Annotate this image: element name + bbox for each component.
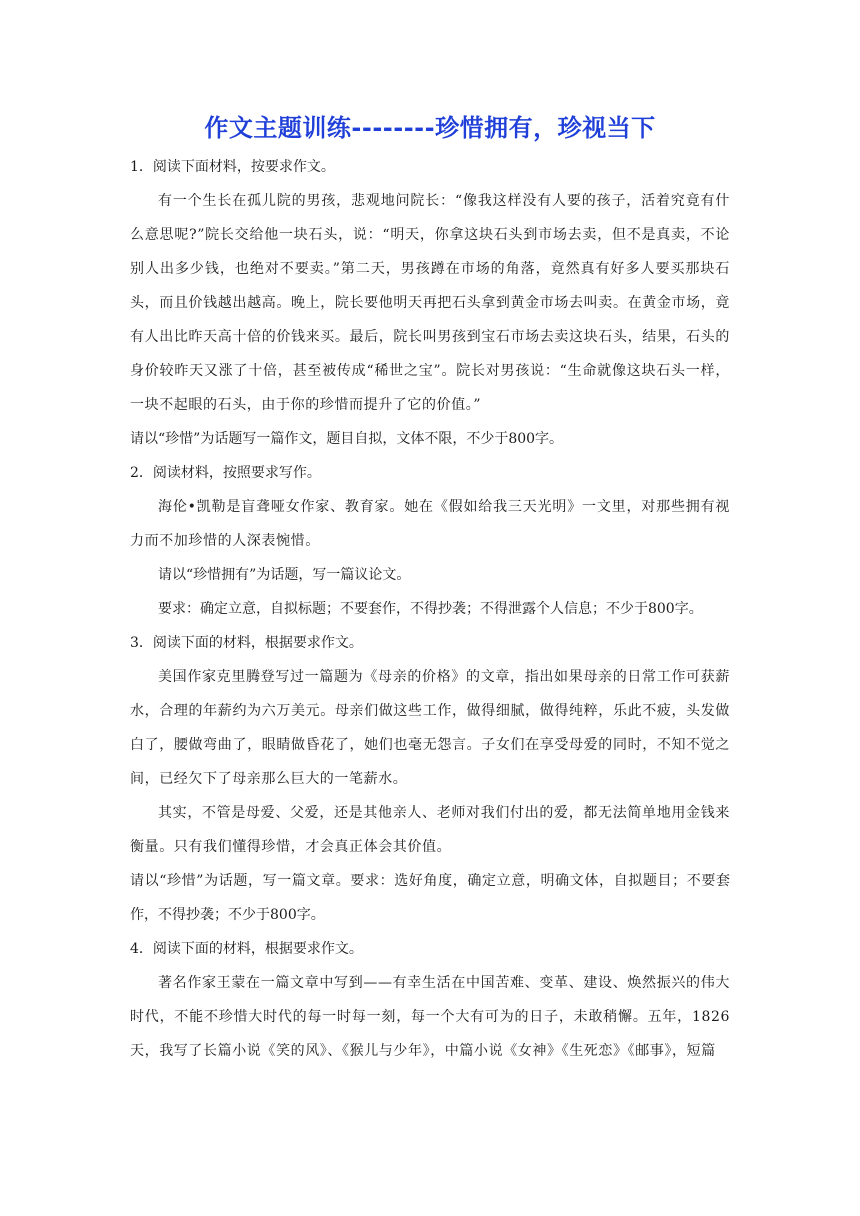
question-1 (130, 150, 730, 456)
material-paragraph: 美国作家克里腾登写过一篇题为《母亲的价格》的文章，指出如果母亲的日常工作可获薪水，合理的年薪约为六万美元。母亲们做这些工作，做得细腻，做得纯粹，乐此不疲，头发做白了，腰做弯曲了，眼睛做昏花了，她们也毫无怨言。子女们在享受母爱的同时，不知不觉之间，已经欠下了母亲那么巨大的一笔薪水。 (130, 669, 730, 787)
material-paragraph: 海伦•凯勒是盲聋哑女作家、教育家。她在《假如给我三天光明》一文里，对那些拥有视力而不加珍惜的人深表惋惜。 (130, 499, 730, 549)
material-paragraph: 其实，不管是母爱、父爱，还是其他亲人、老师对我们付出的爱，都无法简单地用金钱来衡量。只有我们懂得珍惜，才会真正体会其价值。 (130, 805, 730, 855)
question-4 (130, 932, 730, 1068)
question-heading: 3．阅读下面的材料，根据要求作文。 (130, 635, 363, 651)
material-paragraph: 有一个生长在孤儿院的男孩，悲观地问院长：“像我这样没有人要的孩子，活着究竟有什么意思呢?”院长交给他一块石头，说：“明天，你拿这块石头到市场去卖，但不是真卖，不论别人出多少钱，也绝对不要卖。”第二天，男孩蹲在市场的角落，竟然真有好多人要买那块石头，而且价钱越出越高。晚上，院长要他明天再把石头拿到黄金市场去叫卖。在黄金市场，竟有人出比昨天高十倍的价钱来买。最后，院长叫男孩到宝石市场去卖这块石头，结果，石头的身价较昨天又涨了十倍，甚至被传成“稀世之宝”。院长对男孩说：“生命就像这块石头一样，一块不起眼的石头，由于你的珍惜而提升了它的价值。” (130, 193, 730, 413)
question-heading: 4．阅读下面的材料，根据要求作文。 (130, 941, 363, 957)
question-3 (130, 626, 730, 932)
question-2 (130, 456, 730, 626)
document-title: 作文主题训练--------珍惜拥有，珍视当下 (204, 114, 656, 142)
writing-requirement: 请以“珍惜”为话题写一篇作文，题目自拟，文体不限，不少于800字。 (130, 431, 564, 447)
document-page (130, 108, 730, 1068)
question-heading: 2．阅读材料，按照要求写作。 (130, 465, 321, 481)
writing-requirement: 要求：确定立意，自拟标题；不要套作，不得抄袭；不得泄露个人信息；不少于800字。 (158, 601, 703, 617)
question-heading: 1．阅读下面材料，按要求作文。 (130, 159, 335, 175)
material-paragraph: 著名作家王蒙在一篇文章中写到——有幸生活在中国苦难、变革、建设、焕然振兴的伟大时代，不能不珍惜大时代的每一时每一刻，每一个大有可为的日子，未敢稍懈。五年，1826天，我写了长篇小说《笑的风》、《猴儿与少年》，中篇小说《女神》《生死恋》《邮事》，短篇 (130, 975, 730, 1059)
writing-requirement: 请以“珍惜”为话题，写一篇文章。要求：选好角度，确定立意，明确文体，自拟题目；不要套作，不得抄袭；不少于800字。 (130, 873, 730, 923)
writing-topic: 请以“珍惜拥有”为话题，写一篇议论文。 (158, 567, 411, 583)
